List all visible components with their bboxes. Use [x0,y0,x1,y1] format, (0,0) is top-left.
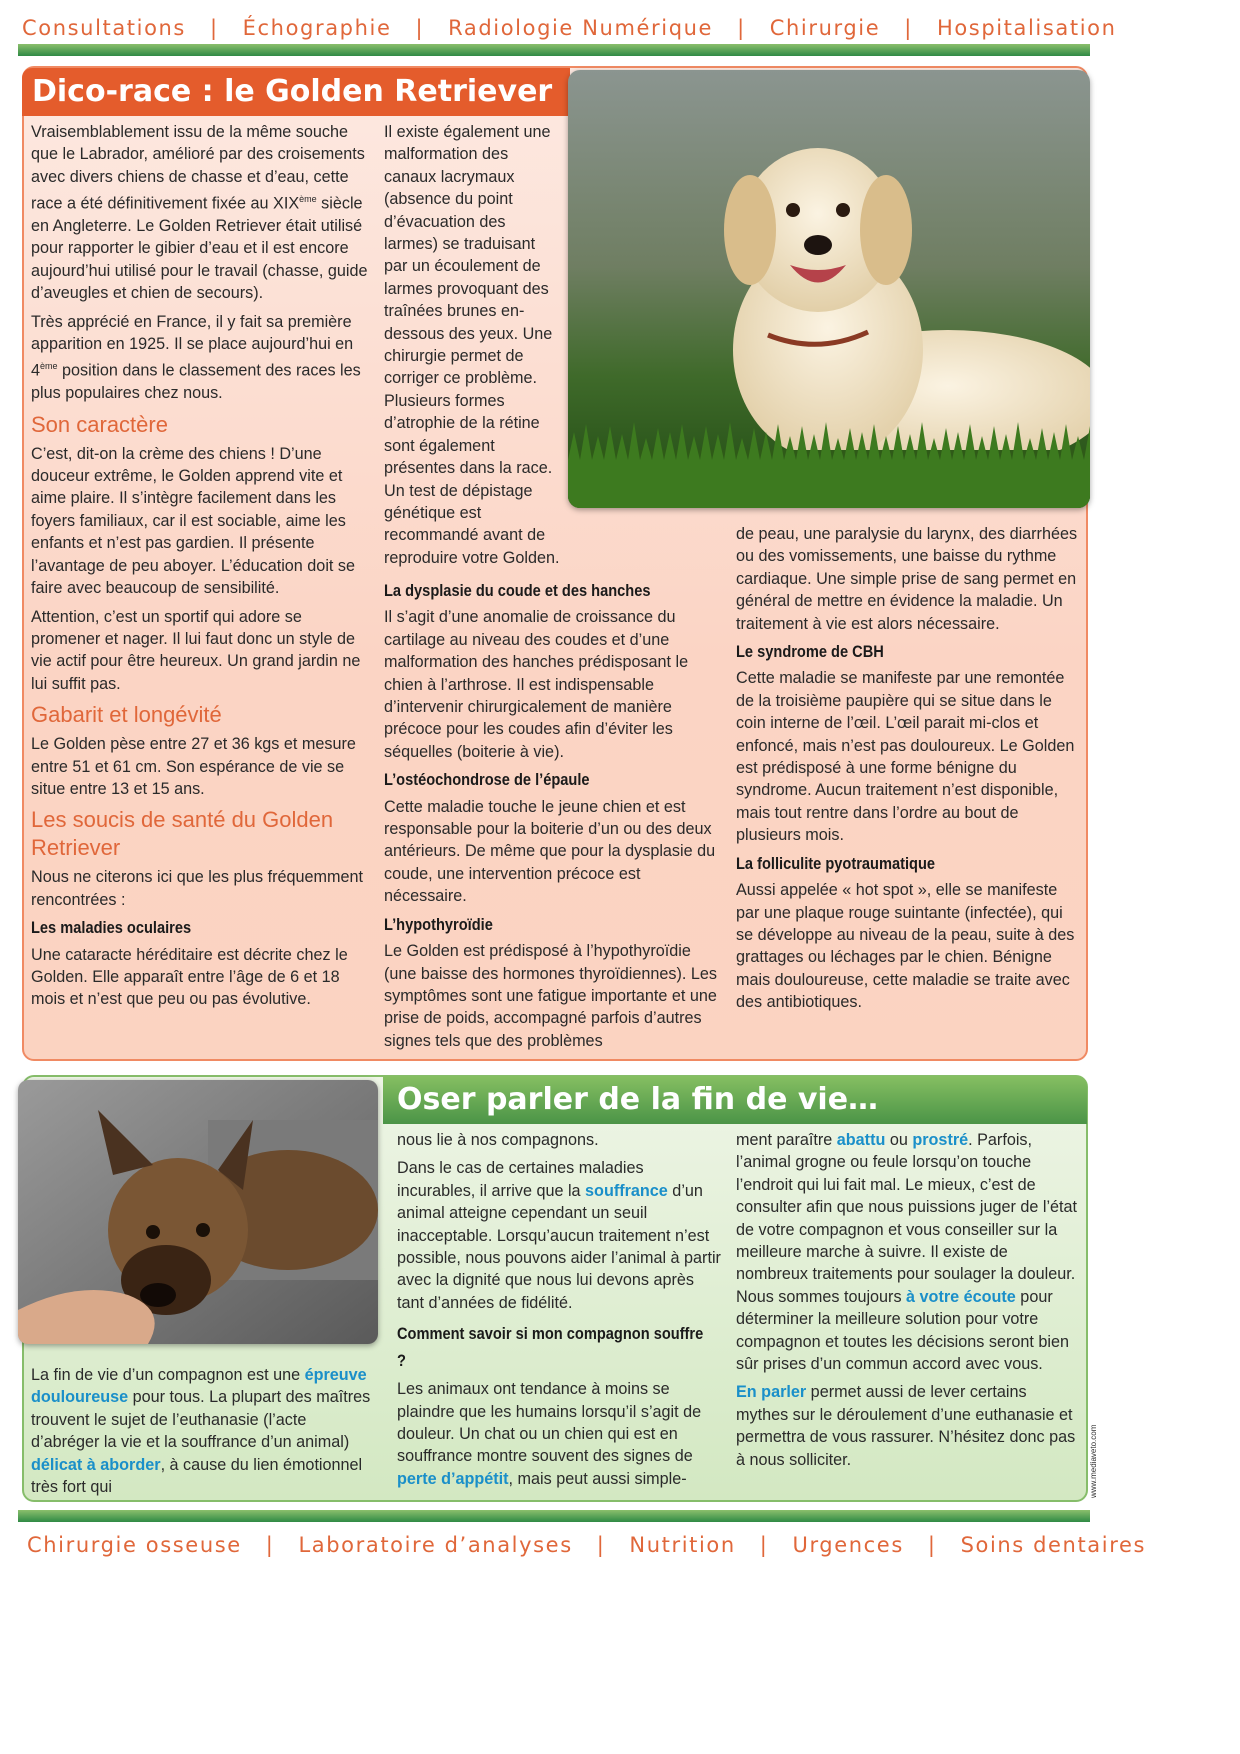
paragraph: Cette maladie se manifeste par une remontée de la troisième paupière qui se situe dans le coin interne de l’œil. L’œil parait mi-clos et enfoncé, mais n’est pas douloureux. Le Golden est prédisposé à une forme bénigne du syndrome. Aucun traitement n’est disponible, mais tout rentre dans l’ordre au bout de plusieurs mois. [736,669,1075,845]
nav-item: Chirurgie osseuse [27,1533,242,1557]
footer-nav [0,1525,1147,1565]
highlight: En parler [736,1383,807,1402]
article-fin-de-vie-col1 [31,1364,373,1504]
header-nav [0,8,1132,48]
paragraph: La fin de vie d’un compagnon est une épreuve douloureuse pour tous. La plupart des maîtres trouvent le sujet de l’euthanasie (l’acte d’abréger la vie et la souffrance d’un animal) délicat à aborder, à cause du lien émotionnel très fort qui [31,1366,371,1497]
highlight: abattu [836,1131,886,1149]
highlight: délicat à aborder [31,1455,161,1474]
nav-item: Nutrition [629,1533,736,1557]
article-golden-title: Dico-race : le Golden Retriever [22,68,570,116]
paragraph: Les animaux ont tendance à moins se plaindre que les humains lorsqu’il s’agit de douleur. Un chat ou un chien qui est en souffrance montre souvent des signes de perte d’appétit, mais peut aussi simple- [397,1380,702,1488]
highlight: prostré [912,1131,969,1149]
paragraph: En parler permet aussi de lever certains mythes sur le déroulement d’une euthanasie et permettra de vous rassurer. N’hésitez donc pas à nous solliciter. [736,1383,1076,1469]
paragraph: C’est, dit-on la crème des chiens ! D’une douceur extrême, le Golden apprend vite et aime plaire. Il s’intègre facilement dans les foyers familiaux, car il est sociable, aime les enfants et n’est pas gardien. Il présente l’avantage de peu aboyer. L’éducation doit se faire avec beaucoup de sensibilité. [31,444,356,598]
subsection-heading: L’hypothyroïdie [384,914,493,934]
paragraph: Très apprécié en France, il y fait sa première apparition en 1925. Il se place aujourd’hui en 4ème position dans le classement des races les plus populaires chez nous. [31,312,361,403]
dog-held-by-hand-photo [18,1080,378,1344]
paragraph: Nous ne citerons ici que les plus fréquemment rencontrées : [31,868,364,909]
nav-item: Radiologie Numérique [448,16,714,40]
subsection-heading: L’ostéochondrose de l’épaule [384,770,590,790]
highlight: à votre écoute [906,1287,1016,1306]
article-fin-de-vie-col3 [736,1129,1080,1477]
nav-separator: | [265,1533,275,1557]
article-fin-de-vie-col2 [397,1129,722,1496]
footer-divider-bar [18,1510,1090,1522]
paragraph: Il s’agit d’une anomalie de croissance du cartilage au niveau des coudes et d’une malformation des hanches prédisposant le chien à l’arthrose. Il est indispensable d’intervenir chirurgicalement de manière précoce pour les coudes afin d’éviter les séquelles (boiterie à vie). [384,608,689,761]
paragraph: Il existe également une malformation des canaux lacrymaux (absence du point d’évacuation des larmes) se traduisant par un écoulement de larmes provoquant des traînées brunes en-dessous des yeux. Une chirurgie permet de corriger ce problème. Plusieurs formes d’atrophie de la rétine sont également présentes dans la race. Un test de dépistage génétique est recommandé avant de reproduire votre Golden. [384,123,560,567]
article-golden-col2 [384,574,724,1058]
article-golden-col2-top [384,121,562,575]
highlight: souffrance [585,1181,668,1200]
nav-separator: | [904,16,913,40]
nav-item: Urgences [792,1533,904,1557]
paragraph: de peau, une paralysie du larynx, des diarrhées ou des vomissements, une baisse du rythme cardiaque. Une simple prise de sang permet en général de mettre en évidence la maladie. Un traitement à vie est alors nécessaire. [736,525,1078,633]
article-golden-col3 [736,523,1080,1020]
golden-retriever-photo [568,70,1090,508]
nav-separator: | [759,1533,769,1557]
subsection-heading: Comment savoir si mon compagnon souffre ? [397,1324,704,1371]
highlight: perte d’appétit [397,1469,509,1488]
section-heading: Les soucis de santé du Golden Retriever [31,807,334,861]
nav-separator: | [596,1533,606,1557]
paragraph: Une cataracte héréditaire est décrite chez le Golden. Elle apparaît entre l’âge de 6 et 18 mois et n’est que peu ou pas évolutive. [31,945,348,1009]
nav-item: Soins dentaires [960,1533,1147,1557]
side-credit: www.mediaveto.com [1089,1424,1098,1498]
article-fin-de-vie-title: Oser parler de la fin de vie… [383,1076,1087,1124]
nav-item: Laboratoire d’analyses [298,1533,573,1557]
paragraph: Le Golden est prédisposé à l’hypothyroïdie (une baisse des hormones thyroïdiennes). Les symptômes sont une fatigue importante et une prise de poids, accompagné parfois d’autres signes tels que des problèmes [384,942,717,1050]
nav-item: Chirurgie [769,16,881,40]
paragraph: Vraisemblablement issu de la même souche que le Labrador, amélioré par des croisements avec divers chiens de chasse et d’eau, cette race a été définitivement fixée au XIXème siècle en Angleterre. Le Golden Retriever était utilisé pour rapporter le gibier d’eau et il est encore aujourd’hui utilisé pour le travail (chasse, guide d’aveugles et chien de secours). [31,123,368,303]
section-heading: Son caractère [31,411,168,437]
highlight: épreuve douloureuse [31,1366,367,1407]
paragraph: Attention, c’est un sportif qui adore se promener et nager. Il lui faut donc un style de vie actif pour être heureux. Un grand jardin ne lui suffit pas. [31,607,361,693]
paragraph: ment paraître abattu ou prostré. Parfois, l’animal grogne ou feule lorsqu’on touche l’endroit qui lui fait mal. Le mieux, c’est de consulter afin que nous puissions juger de l’état de votre compagnon et vous conseiller sur la meilleure marche à suivre. Il existe de nombreux traitements pour soulager la douleur. Nous sommes toujours à votre écoute pour déterminer la meilleure solution pour votre compagnon et toutes les décisions seront bien sûr prises d’un commun accord avec vous. [736,1131,1078,1374]
subsection-heading: La dysplasie du coude et des hanches [384,581,651,600]
section-heading: Gabarit et longévité [31,702,222,728]
nav-item: Consultations [22,16,186,40]
subsection-heading: Les maladies oculaires [31,918,192,938]
nav-item: Hospitalisation [936,16,1117,40]
paragraph: nous lie à nos compagnons. [397,1131,599,1149]
nav-separator: | [209,16,219,40]
nav-item: Échographie [242,16,392,40]
paragraph: Aussi appelée « hot spot », elle se manifeste par une plaque rouge suintante (infectée), qui se développe au niveau de la peau, suite à des grattages ou léchages par le chien. Bénigne mais douloureuse, cette maladie se traite avec des antibiotiques. [736,881,1075,1012]
paragraph: Cette maladie touche le jeune chien et est responsable pour la boiterie d’un ou des deux antérieurs. De même que pour la dysplasie du coude, une intervention précoce est nécessaire. [384,797,716,906]
nav-separator: | [737,16,746,40]
nav-separator: | [415,16,425,40]
subsection-heading: La folliculite pyotraumatique [736,853,936,873]
paragraph: Le Golden pèse entre 27 et 36 kgs et mesure entre 51 et 61 cm. Son espérance de vie se situe entre 13 et 15 ans. [31,735,356,798]
paragraph: Dans le cas de certaines maladies incurables, il arrive que la souffrance d’un animal atteigne cependant un seuil inacceptable. Lorsqu’aucun traitement n’est possible, nous pouvons aider l’animal à partir avec la dignité que nous lui devons après tant d’années de fidélité. [397,1159,721,1312]
header-divider-bar [18,44,1090,56]
article-golden-col1 [31,121,373,1017]
nav-separator: | [927,1533,937,1557]
subsection-heading: Le syndrome de CBH [736,642,884,662]
